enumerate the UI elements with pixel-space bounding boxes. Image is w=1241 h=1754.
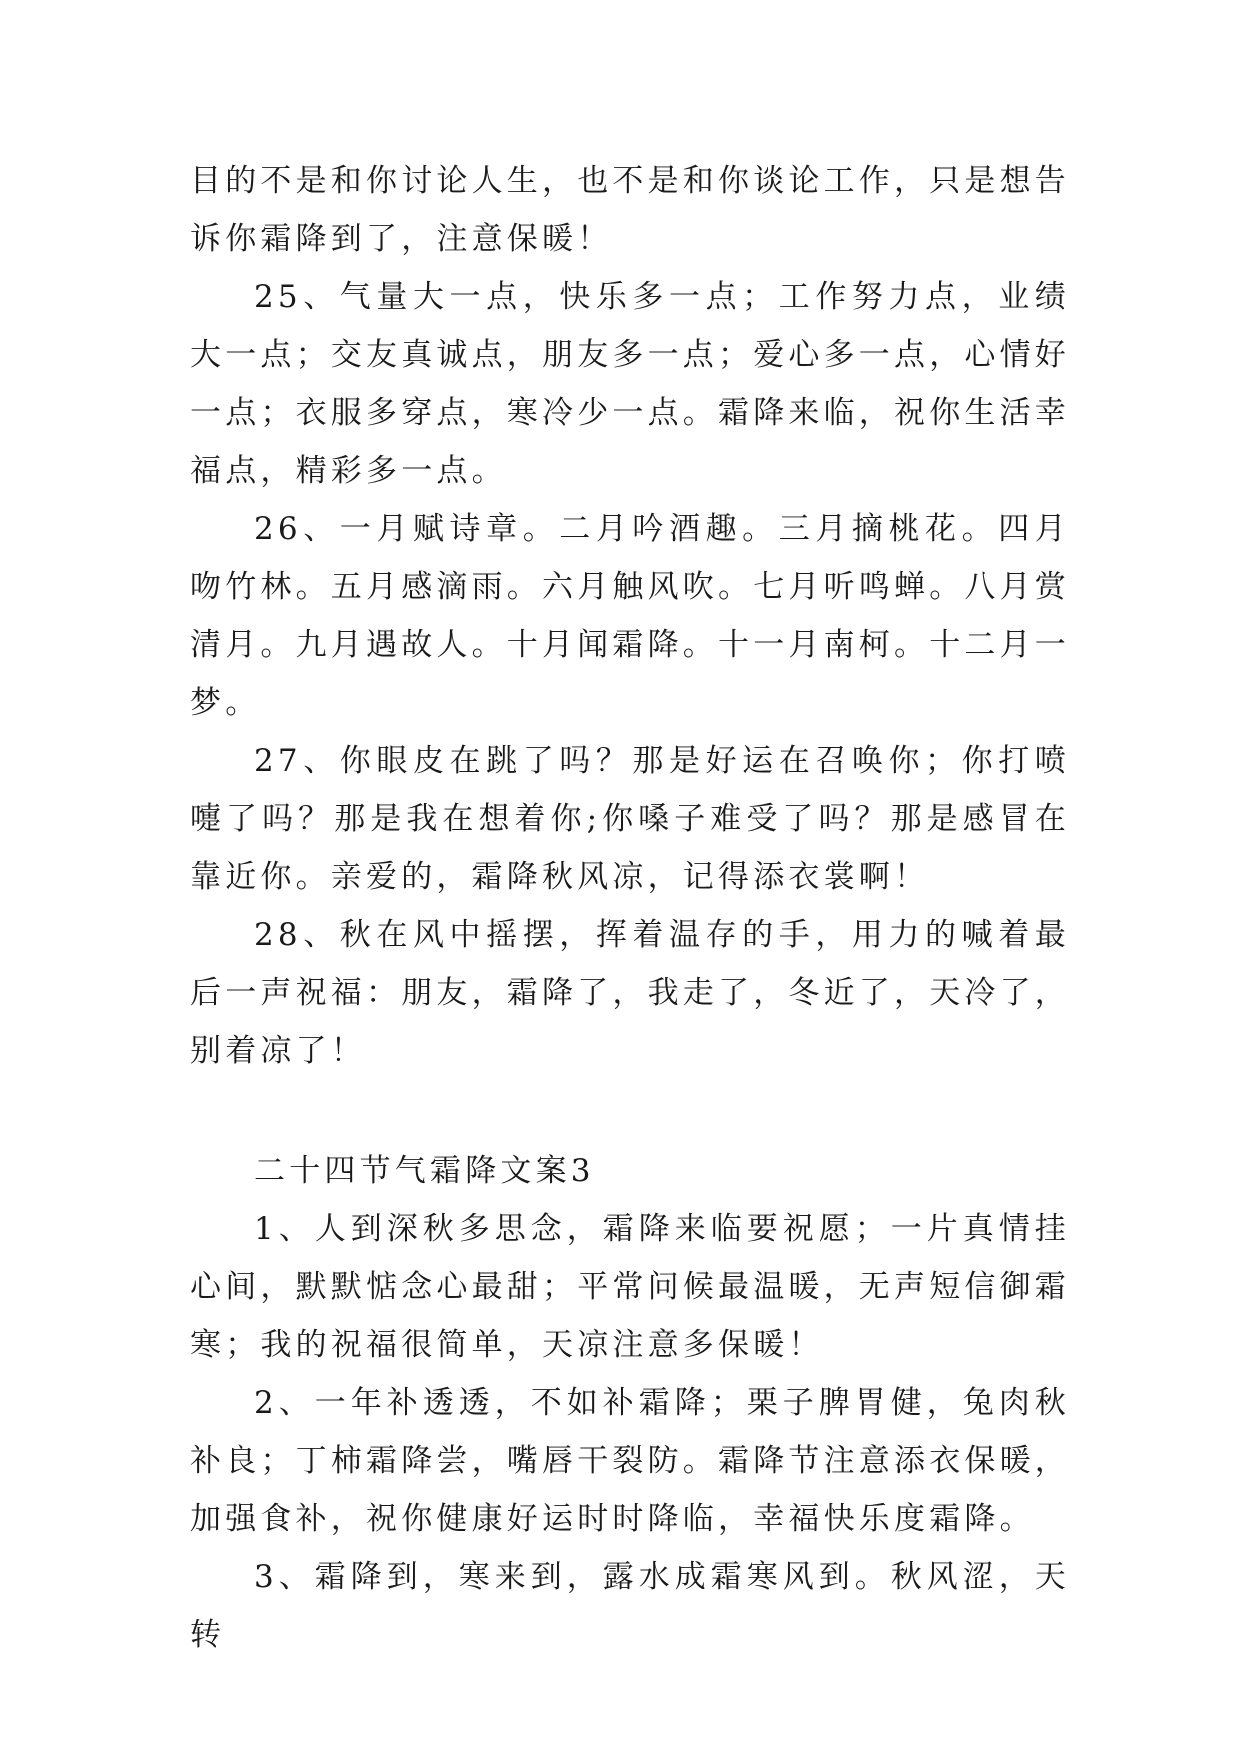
document-body xyxy=(190,152,1070,1664)
wish-item-3: 3、霜降到，寒来到，露水成霜寒风到。秋风涩，天转 xyxy=(190,1559,1070,1653)
section-heading: 二十四节气霜降文案3 xyxy=(254,1153,595,1189)
wish-item-27: 27、你眼皮在跳了吗？那是好运在召唤你；你打喷嚏了吗？那是我在想着你;你嗓子难受了吗？那是感冒在靠近你。亲爱的，霜降秋风凉，记得添衣裳啊！ xyxy=(190,743,1070,895)
wish-item-25: 25、气量大一点，快乐多一点；工作努力点，业绩大一点；交友真诚点，朋友多一点；爱心多一点，心情好一点；衣服多穿点，寒冷少一点。霜降来临，祝你生活幸福点，精彩多一点。 xyxy=(190,279,1070,489)
wish-item-28: 28、秋在风中摇摆，挥着温存的手，用力的喊着最后一声祝福：朋友，霜降了，我走了，冬近了，天冷了，别着凉了！ xyxy=(190,917,1070,1069)
continuation-paragraph: 目的不是和你讨论人生，也不是和你谈论工作，只是想告诉你霜降到了，注意保暖！ xyxy=(190,163,1070,257)
wish-item-2: 2、一年补透透，不如补霜降；栗子脾胃健，兔肉秋补良；丁柿霜降尝，嘴唇干裂防。霜降节注意添衣保暖，加强食补，祝你健康好运时时降临，幸福快乐度霜降。 xyxy=(190,1385,1070,1537)
wish-item-1: 1、人到深秋多思念，霜降来临要祝愿；一片真情挂心间，默默惦念心最甜；平常问候最温暖，无声短信御霜寒；我的祝福很简单，天凉注意多保暖！ xyxy=(190,1211,1070,1363)
section-spacer xyxy=(190,1080,1070,1142)
wish-item-26: 26、一月赋诗章。二月吟酒趣。三月摘桃花。四月吻竹林。五月感滴雨。六月触风吹。七月听鸣蝉。八月赏清月。九月遇故人。十月闻霜降。十一月南柯。十二月一梦。 xyxy=(190,511,1070,721)
